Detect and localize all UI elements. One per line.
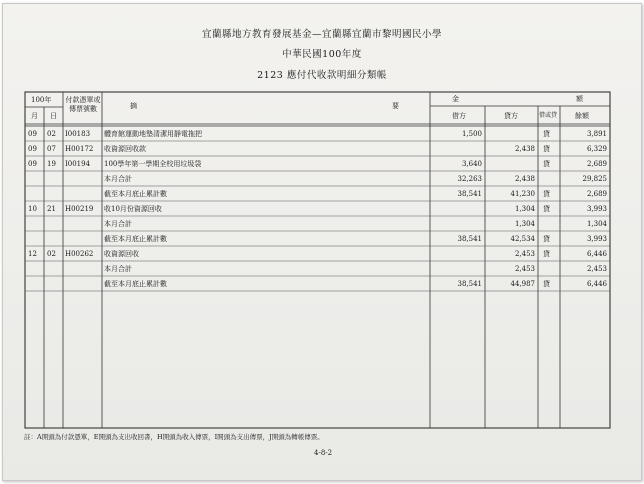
row-month: 09 [28, 130, 37, 138]
row-credit: 41,230 [510, 190, 535, 198]
summary-header-left: 摘 [130, 102, 137, 110]
row-voucher: H00262 [65, 250, 94, 258]
page-number: 4-8-2 [314, 449, 333, 457]
row-drcr: 貸 [543, 280, 550, 288]
row-balance: 3,891 [586, 130, 607, 138]
debit-header: 借方 [452, 112, 466, 120]
fund-title: 宜蘭縣地方教育發展基金—宜蘭縣宜蘭市黎明國民小學 [201, 29, 442, 40]
row-day: 02 [47, 250, 56, 258]
row-credit: 42,534 [510, 235, 535, 243]
row-summary: 本月合計 [104, 265, 132, 273]
row-credit: 1,304 [514, 220, 535, 228]
row-credit: 2,453 [514, 265, 535, 273]
voucher-header: 付款憑單或傳票號數 [65, 96, 101, 113]
row-balance: 6,446 [586, 280, 607, 288]
row-month: 10 [28, 205, 37, 213]
balance-header: 餘額 [575, 112, 589, 120]
amount-header-right: 額 [576, 95, 583, 103]
row-summary: 截至本月底止累計數 [104, 280, 167, 288]
row-drcr: 貸 [543, 145, 550, 153]
row-day: 07 [47, 145, 56, 153]
month-header: 月 [31, 112, 38, 120]
summary-header-right: 要 [392, 102, 399, 110]
row-drcr: 貸 [543, 190, 550, 198]
row-summary: 截至本月底止累計數 [104, 190, 167, 198]
row-debit: 38,541 [457, 190, 482, 198]
row-balance: 1,304 [586, 220, 607, 228]
row-debit: 38,541 [457, 235, 482, 243]
row-summary: 收資源回收款 [104, 145, 146, 153]
day-header: 日 [50, 112, 57, 120]
ledger-title: 2123 應付代收款明細分類帳 [257, 70, 387, 81]
row-summary: 截至本月底止累計數 [104, 235, 167, 243]
row-debit: 3,640 [461, 160, 482, 168]
row-debit: 38,541 [457, 280, 482, 288]
row-drcr: 貸 [543, 250, 550, 258]
row-balance: 29,825 [582, 175, 607, 183]
row-summary: 體育館運動地墊清潔用靜電拖把 [104, 130, 202, 138]
row-balance: 3,993 [586, 235, 607, 243]
fiscal-year-title: 中華民國100年度 [282, 49, 362, 60]
row-credit: 2,438 [514, 145, 535, 153]
row-summary: 本月合計 [104, 220, 132, 228]
drcr-header: 借或貸 [539, 112, 558, 119]
row-summary: 本月合計 [104, 175, 132, 183]
footnote: 註：A開頭為付款憑單，E開頭為支出收回書，H開頭為收入傳票，I開頭為支出傳票，J開頭為轉帳傳票。 [24, 433, 324, 441]
row-credit: 2,453 [514, 250, 535, 258]
row-day: 21 [47, 205, 56, 213]
row-drcr: 貸 [543, 160, 550, 168]
row-debit: 1,500 [461, 130, 482, 138]
row-summary: 100學年第一學期全校用垃圾袋 [104, 160, 202, 168]
credit-header: 貸方 [504, 112, 518, 120]
row-summary: 收10月份資源回收 [104, 205, 162, 213]
row-month: 09 [28, 160, 37, 168]
row-voucher: H00219 [65, 205, 94, 213]
row-debit: 32,263 [457, 175, 482, 183]
row-balance: 2,689 [586, 190, 607, 198]
amount-header-left: 金 [452, 95, 459, 103]
row-balance: 3,993 [586, 205, 607, 213]
row-balance: 2,453 [586, 265, 607, 273]
row-drcr: 貸 [543, 130, 550, 138]
row-credit: 44,987 [510, 280, 535, 288]
row-balance: 6,446 [586, 250, 607, 258]
row-voucher: I00194 [65, 160, 91, 168]
row-day: 02 [47, 130, 56, 138]
row-credit: 1,304 [514, 205, 535, 213]
row-summary: 收資源回收 [104, 250, 139, 258]
row-day: 19 [47, 160, 56, 168]
row-drcr: 貸 [543, 205, 550, 213]
row-balance: 6,329 [586, 145, 607, 153]
row-drcr: 貸 [543, 235, 550, 243]
row-credit: 2,438 [514, 175, 535, 183]
row-balance: 2,689 [586, 160, 607, 168]
row-month: 09 [28, 145, 37, 153]
year-header: 100年 [31, 96, 52, 104]
row-voucher: I00183 [65, 130, 91, 138]
row-voucher: H00172 [65, 145, 94, 153]
row-month: 12 [28, 250, 37, 258]
